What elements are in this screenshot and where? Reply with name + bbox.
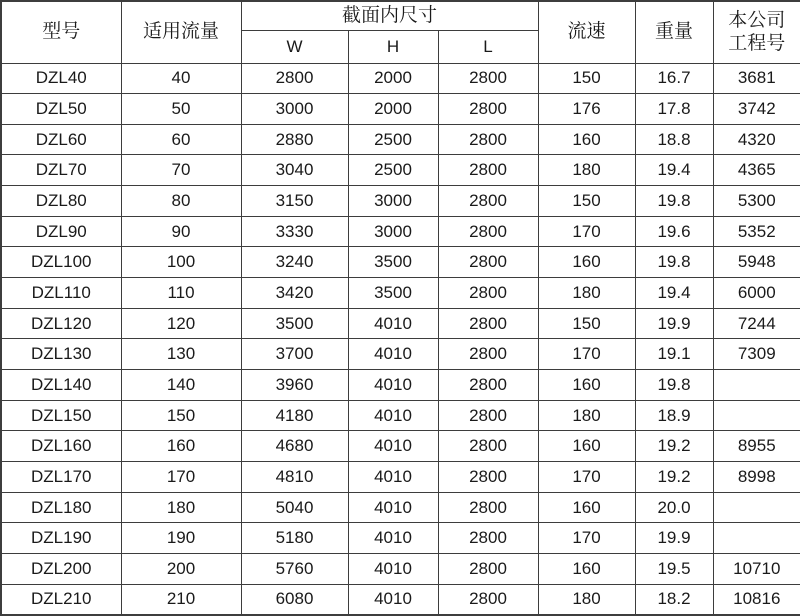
table-header xyxy=(1,1,800,63)
cell-velocity: 170 xyxy=(538,216,635,247)
cell-w: 5760 xyxy=(241,554,348,585)
cell-h: 4010 xyxy=(348,554,438,585)
cell-l: 2800 xyxy=(438,554,538,585)
cell-flow: 180 xyxy=(121,492,241,523)
cell-velocity: 170 xyxy=(538,462,635,493)
cell-project: 5948 xyxy=(713,247,800,278)
cell-model: DZL50 xyxy=(1,94,121,125)
cell-flow: 150 xyxy=(121,400,241,431)
cell-flow: 70 xyxy=(121,155,241,186)
cell-h: 2500 xyxy=(348,124,438,155)
cell-velocity: 180 xyxy=(538,400,635,431)
cell-w: 4680 xyxy=(241,431,348,462)
header-weight: 重量 xyxy=(635,1,713,63)
cell-project: 3681 xyxy=(713,63,800,94)
cell-l: 2800 xyxy=(438,584,538,615)
cell-h: 4010 xyxy=(348,584,438,615)
cell-w: 6080 xyxy=(241,584,348,615)
table-row xyxy=(1,94,800,125)
cell-flow: 200 xyxy=(121,554,241,585)
cell-model: DZL210 xyxy=(1,584,121,615)
cell-weight: 19.9 xyxy=(635,523,713,554)
cell-w: 3240 xyxy=(241,247,348,278)
cell-model: DZL130 xyxy=(1,339,121,370)
cell-l: 2800 xyxy=(438,155,538,186)
cell-h: 3000 xyxy=(348,186,438,217)
cell-flow: 60 xyxy=(121,124,241,155)
cell-w: 4180 xyxy=(241,400,348,431)
cell-w: 4810 xyxy=(241,462,348,493)
cell-weight: 17.8 xyxy=(635,94,713,125)
cell-h: 4010 xyxy=(348,370,438,401)
cell-model: DZL120 xyxy=(1,308,121,339)
cell-weight: 19.1 xyxy=(635,339,713,370)
cell-flow: 50 xyxy=(121,94,241,125)
header-project-line2: 工程号 xyxy=(728,33,786,55)
cell-h: 3000 xyxy=(348,216,438,247)
cell-velocity: 160 xyxy=(538,247,635,278)
cell-project: 4320 xyxy=(713,124,800,155)
cell-project: 7244 xyxy=(713,308,800,339)
cell-weight: 19.8 xyxy=(635,247,713,278)
cell-velocity: 180 xyxy=(538,584,635,615)
header-model: 型号 xyxy=(1,1,121,63)
cell-l: 2800 xyxy=(438,63,538,94)
cell-l: 2800 xyxy=(438,492,538,523)
cell-h: 3500 xyxy=(348,247,438,278)
cell-l: 2800 xyxy=(438,431,538,462)
cell-project xyxy=(713,492,800,523)
cell-flow: 80 xyxy=(121,186,241,217)
cell-velocity: 160 xyxy=(538,431,635,462)
cell-model: DZL110 xyxy=(1,278,121,309)
cell-weight: 19.2 xyxy=(635,431,713,462)
cell-project xyxy=(713,400,800,431)
table-row xyxy=(1,247,800,278)
cell-model: DZL90 xyxy=(1,216,121,247)
cell-flow: 190 xyxy=(121,523,241,554)
cell-project: 5300 xyxy=(713,186,800,217)
cell-project: 10816 xyxy=(713,584,800,615)
cell-weight: 19.2 xyxy=(635,462,713,493)
cell-model: DZL60 xyxy=(1,124,121,155)
cell-project: 6000 xyxy=(713,278,800,309)
cell-l: 2800 xyxy=(438,339,538,370)
cell-model: DZL40 xyxy=(1,63,121,94)
cell-flow: 160 xyxy=(121,431,241,462)
cell-velocity: 160 xyxy=(538,554,635,585)
table-row xyxy=(1,216,800,247)
cell-weight: 19.4 xyxy=(635,155,713,186)
cell-velocity: 150 xyxy=(538,308,635,339)
cell-model: DZL140 xyxy=(1,370,121,401)
cell-project: 7309 xyxy=(713,339,800,370)
header-section-group: 截面内尺寸 xyxy=(241,1,538,30)
cell-w: 3500 xyxy=(241,308,348,339)
cell-flow: 210 xyxy=(121,584,241,615)
cell-weight: 20.0 xyxy=(635,492,713,523)
cell-flow: 130 xyxy=(121,339,241,370)
table-row xyxy=(1,308,800,339)
cell-velocity: 150 xyxy=(538,63,635,94)
cell-h: 4010 xyxy=(348,523,438,554)
cell-velocity: 160 xyxy=(538,124,635,155)
table-row xyxy=(1,339,800,370)
cell-weight: 19.8 xyxy=(635,370,713,401)
cell-weight: 16.7 xyxy=(635,63,713,94)
cell-model: DZL200 xyxy=(1,554,121,585)
cell-project: 3742 xyxy=(713,94,800,125)
cell-project xyxy=(713,370,800,401)
cell-weight: 19.4 xyxy=(635,278,713,309)
table-row xyxy=(1,278,800,309)
cell-velocity: 170 xyxy=(538,523,635,554)
cell-l: 2800 xyxy=(438,308,538,339)
cell-model: DZL180 xyxy=(1,492,121,523)
cell-w: 3150 xyxy=(241,186,348,217)
cell-weight: 18.9 xyxy=(635,400,713,431)
header-velocity: 流速 xyxy=(538,1,635,63)
cell-l: 2800 xyxy=(438,247,538,278)
cell-w: 2800 xyxy=(241,63,348,94)
header-row-top xyxy=(1,1,800,30)
table-row xyxy=(1,523,800,554)
header-project-line1: 本公司 xyxy=(728,9,786,31)
cell-project xyxy=(713,523,800,554)
table-row xyxy=(1,431,800,462)
cell-velocity: 176 xyxy=(538,94,635,125)
cell-model: DZL100 xyxy=(1,247,121,278)
cell-h: 2000 xyxy=(348,63,438,94)
cell-h: 4010 xyxy=(348,400,438,431)
cell-weight: 19.9 xyxy=(635,308,713,339)
cell-flow: 110 xyxy=(121,278,241,309)
cell-weight: 19.8 xyxy=(635,186,713,217)
cell-h: 4010 xyxy=(348,308,438,339)
cell-h: 4010 xyxy=(348,339,438,370)
cell-model: DZL190 xyxy=(1,523,121,554)
header-project-number xyxy=(713,1,800,63)
cell-velocity: 180 xyxy=(538,278,635,309)
table-row xyxy=(1,186,800,217)
cell-project: 10710 xyxy=(713,554,800,585)
cell-h: 3500 xyxy=(348,278,438,309)
cell-h: 2500 xyxy=(348,155,438,186)
cell-model: DZL170 xyxy=(1,462,121,493)
table-row xyxy=(1,370,800,401)
cell-flow: 140 xyxy=(121,370,241,401)
cell-w: 5040 xyxy=(241,492,348,523)
table-body xyxy=(1,63,800,615)
cell-l: 2800 xyxy=(438,462,538,493)
cell-weight: 18.8 xyxy=(635,124,713,155)
table-row xyxy=(1,492,800,523)
cell-l: 2800 xyxy=(438,370,538,401)
cell-w: 3420 xyxy=(241,278,348,309)
cell-project: 5352 xyxy=(713,216,800,247)
cell-h: 2000 xyxy=(348,94,438,125)
cell-l: 2800 xyxy=(438,186,538,217)
table-row xyxy=(1,63,800,94)
cell-w: 3960 xyxy=(241,370,348,401)
cell-h: 4010 xyxy=(348,431,438,462)
table-row xyxy=(1,462,800,493)
cell-w: 3330 xyxy=(241,216,348,247)
cell-h: 4010 xyxy=(348,492,438,523)
cell-l: 2800 xyxy=(438,216,538,247)
cell-flow: 120 xyxy=(121,308,241,339)
cell-model: DZL160 xyxy=(1,431,121,462)
cell-l: 2800 xyxy=(438,523,538,554)
cell-velocity: 170 xyxy=(538,339,635,370)
header-length: L xyxy=(438,30,538,63)
cell-flow: 170 xyxy=(121,462,241,493)
cell-l: 2800 xyxy=(438,94,538,125)
cell-flow: 40 xyxy=(121,63,241,94)
cell-project: 8998 xyxy=(713,462,800,493)
table-row xyxy=(1,554,800,585)
cell-w: 3040 xyxy=(241,155,348,186)
cell-flow: 90 xyxy=(121,216,241,247)
cell-l: 2800 xyxy=(438,400,538,431)
table-row xyxy=(1,155,800,186)
cell-w: 3700 xyxy=(241,339,348,370)
cell-l: 2800 xyxy=(438,278,538,309)
table-row xyxy=(1,584,800,615)
cell-velocity: 180 xyxy=(538,155,635,186)
cell-w: 5180 xyxy=(241,523,348,554)
cell-project: 4365 xyxy=(713,155,800,186)
cell-model: DZL70 xyxy=(1,155,121,186)
header-width: W xyxy=(241,30,348,63)
cell-weight: 18.2 xyxy=(635,584,713,615)
cell-model: DZL150 xyxy=(1,400,121,431)
cell-weight: 19.5 xyxy=(635,554,713,585)
table-row xyxy=(1,400,800,431)
cell-model: DZL80 xyxy=(1,186,121,217)
header-flow: 适用流量 xyxy=(121,1,241,63)
cell-h: 4010 xyxy=(348,462,438,493)
cell-flow: 100 xyxy=(121,247,241,278)
cell-l: 2800 xyxy=(438,124,538,155)
cell-velocity: 160 xyxy=(538,370,635,401)
header-height: H xyxy=(348,30,438,63)
table-row xyxy=(1,124,800,155)
cell-w: 3000 xyxy=(241,94,348,125)
cell-velocity: 160 xyxy=(538,492,635,523)
cell-w: 2880 xyxy=(241,124,348,155)
cell-weight: 19.6 xyxy=(635,216,713,247)
cell-project: 8955 xyxy=(713,431,800,462)
cell-velocity: 150 xyxy=(538,186,635,217)
